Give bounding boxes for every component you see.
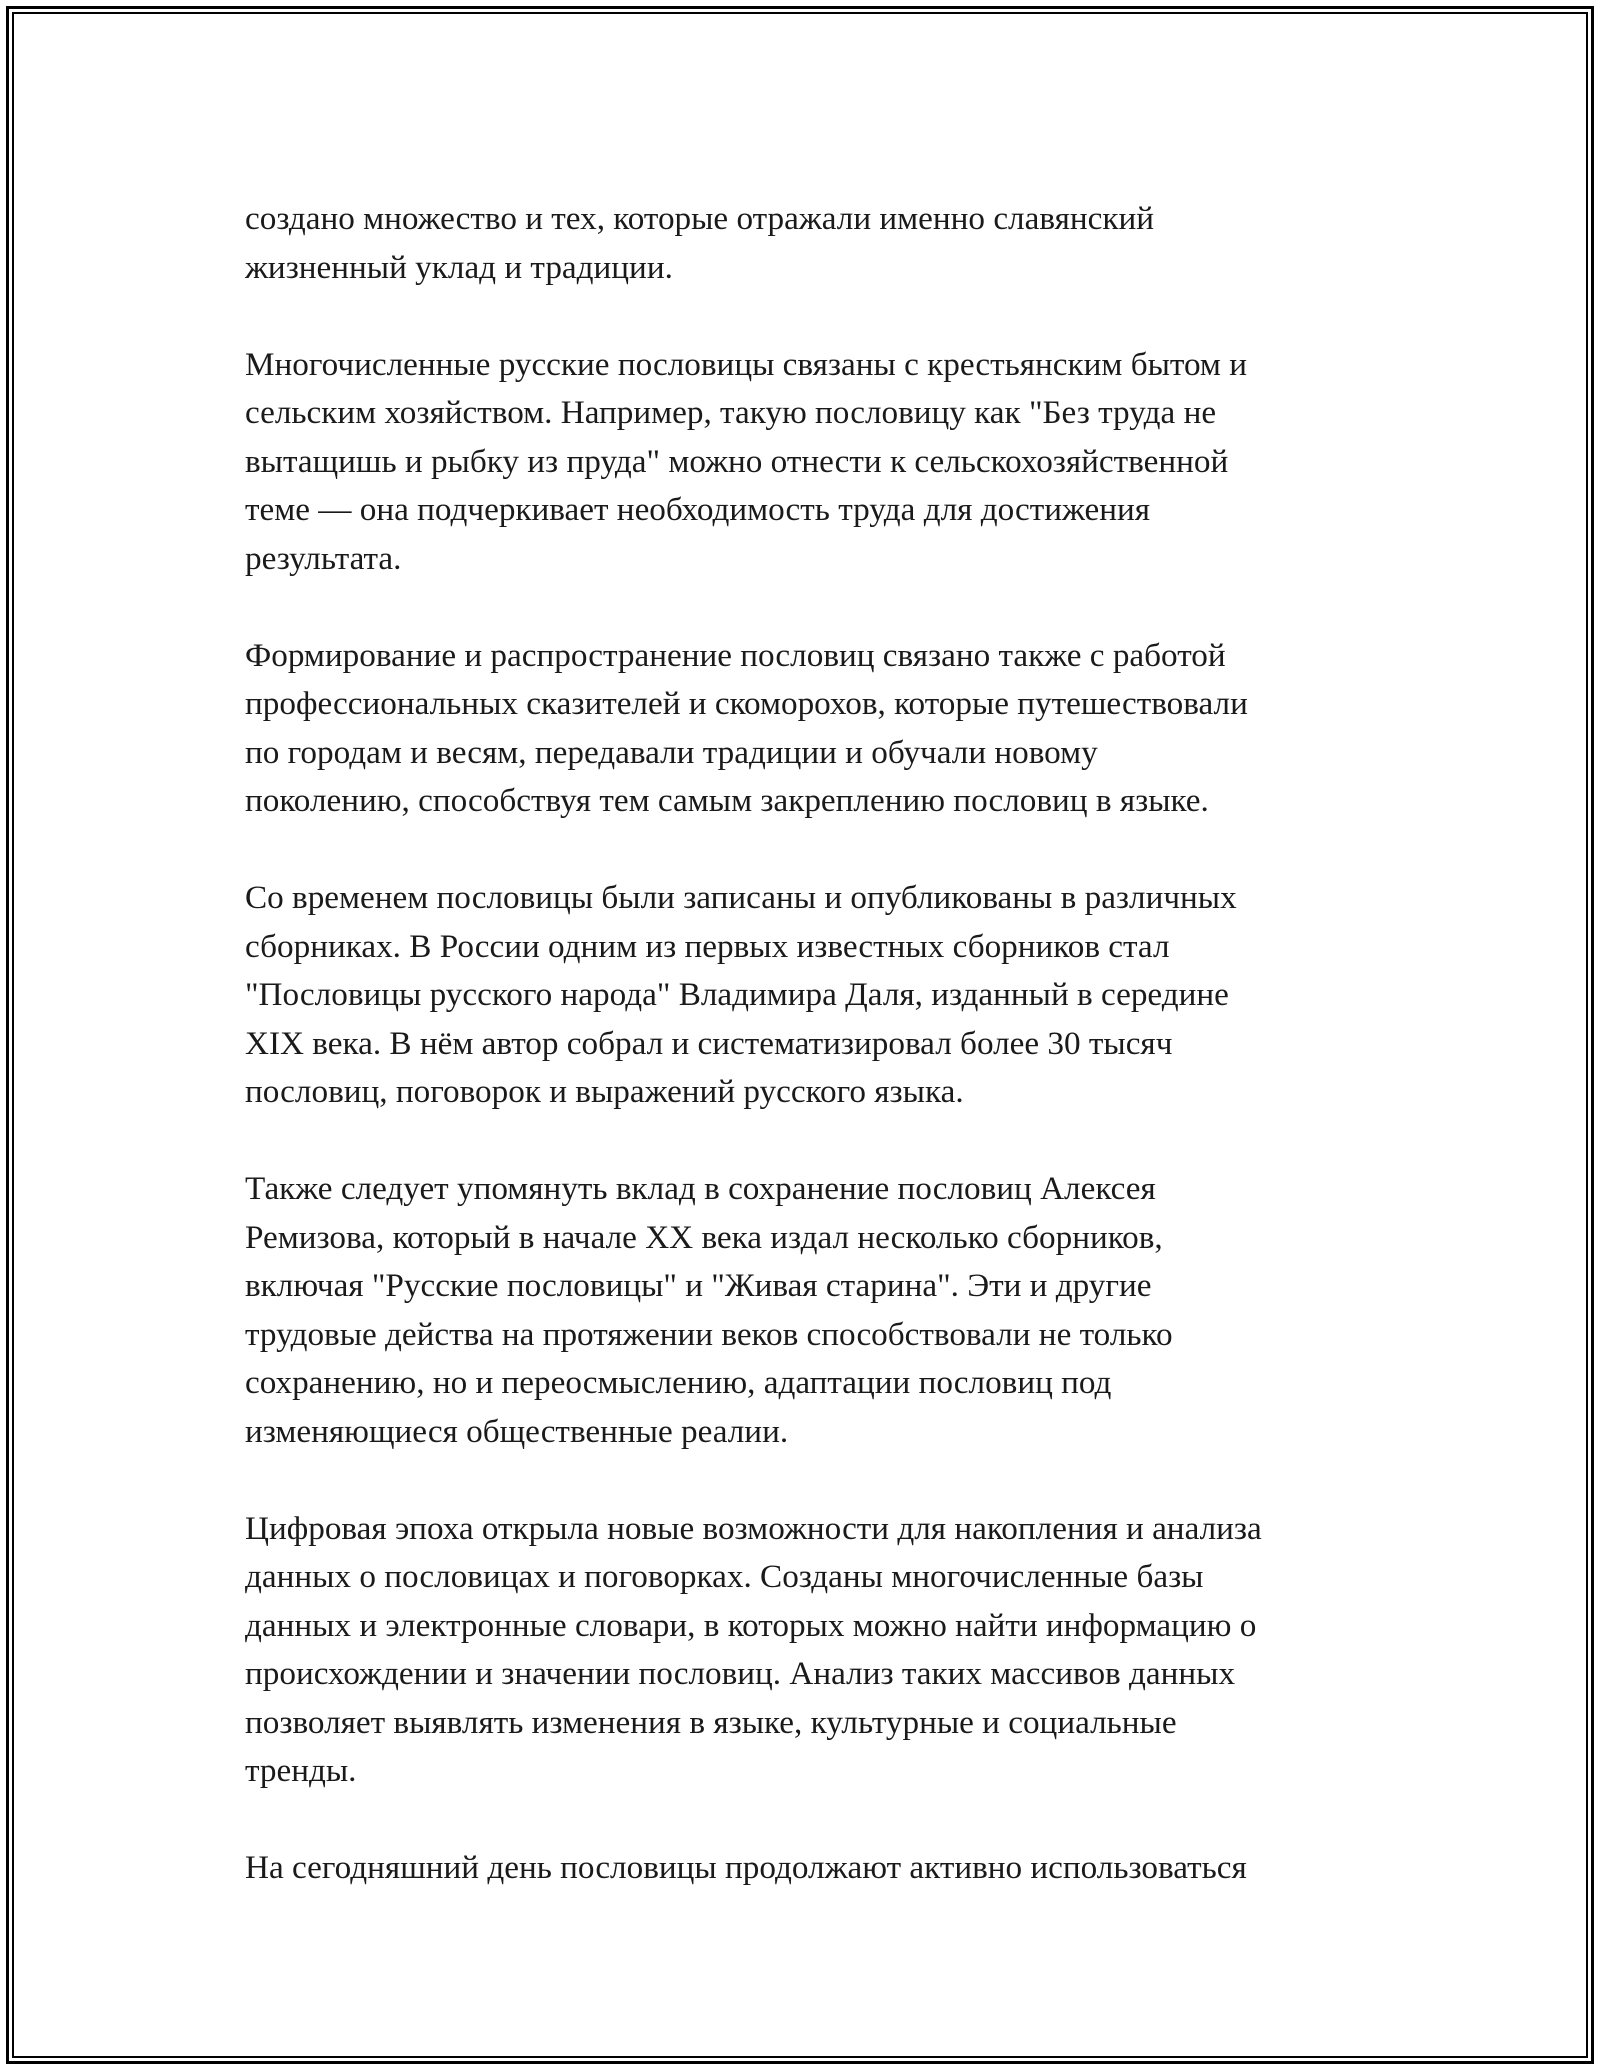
- text-line: пословиц, поговорок и выражений русского языка.: [245, 1073, 964, 1110]
- text-line: На сегодняшний день пословицы продолжают активно использоваться: [245, 1849, 1247, 1886]
- page-border: [6, 6, 1594, 2064]
- text-line: изменяющиеся общественные реалии.: [245, 1412, 789, 1450]
- text-line: тренды.: [245, 1752, 357, 1789]
- paragraph-2: [245, 341, 1395, 584]
- paragraph-6: [245, 1505, 1395, 1796]
- paragraph-1: [245, 195, 1395, 292]
- paragraph-3: [245, 632, 1395, 826]
- text-line: включая "Русские пословицы" и "Живая старина". Эти и другие: [245, 1267, 1152, 1304]
- text-line: Цифровая эпоха открыла новые возможности для накопления и анализа: [245, 1509, 1262, 1547]
- text-line: трудовые действа на протяжении веков способствовали не только: [245, 1315, 1173, 1353]
- paragraph-4: [245, 874, 1395, 1117]
- document-body: [245, 195, 1395, 1941]
- text-line: сохранению, но и переосмыслению, адаптации пословиц под: [245, 1364, 1112, 1401]
- paragraph-7: [245, 1844, 1395, 1893]
- paragraph-5: [245, 1165, 1395, 1456]
- text-line: "Пословицы русского народа" Владимира Даля, изданный в середине: [245, 976, 1229, 1013]
- text-line: теме — она подчеркивает необходимость труда для достижения: [245, 491, 1151, 528]
- text-line: Также следует упомянуть вклад в сохранение пословиц Алексея: [245, 1170, 1156, 1207]
- text-line: сельским хозяйством. Например, такую пословицу как "Без труда не: [245, 394, 1217, 431]
- text-line: жизненный уклад и традиции.: [245, 248, 673, 286]
- text-line: результата.: [245, 539, 402, 577]
- text-line: поколению, способствуя тем самым закреплению пословиц в языке.: [245, 782, 1209, 819]
- text-line: Многочисленные русские пословицы связаны с крестьянским бытом и: [245, 345, 1247, 383]
- text-line: Со временем пословицы были записаны и опубликованы в различных: [245, 879, 1237, 916]
- text-line: профессиональных сказителей и скоморохов, которые путешествовали: [245, 685, 1248, 722]
- text-line: Ремизова, который в начале XX века издал несколько сборников,: [245, 1218, 1163, 1256]
- text-line: позволяет выявлять изменения в языке, культурные и социальные: [245, 1703, 1177, 1741]
- text-line: данных и электронные словари, в которых можно найти информацию о: [245, 1606, 1257, 1644]
- text-line: создано множество и тех, которые отражали именно славянский: [245, 200, 1154, 237]
- text-line: происхождении и значении пословиц. Анализ таких массивов данных: [245, 1655, 1236, 1692]
- text-line: по городам и весям, передавали традиции и обучали новому: [245, 733, 1098, 771]
- text-line: данных о пословицах и поговорках. Созданы многочисленные базы: [245, 1558, 1204, 1595]
- text-line: сборниках. В России одним из первых известных сборников стал: [245, 927, 1170, 965]
- text-line: XIX века. В нём автор собрал и систематизировал более 30 тысяч: [245, 1024, 1173, 1062]
- text-line: вытащишь и рыбку из пруда" можно отнести к сельскохозяйственной: [245, 442, 1229, 480]
- text-line: Формирование и распространение пословиц связано также с работой: [245, 636, 1226, 674]
